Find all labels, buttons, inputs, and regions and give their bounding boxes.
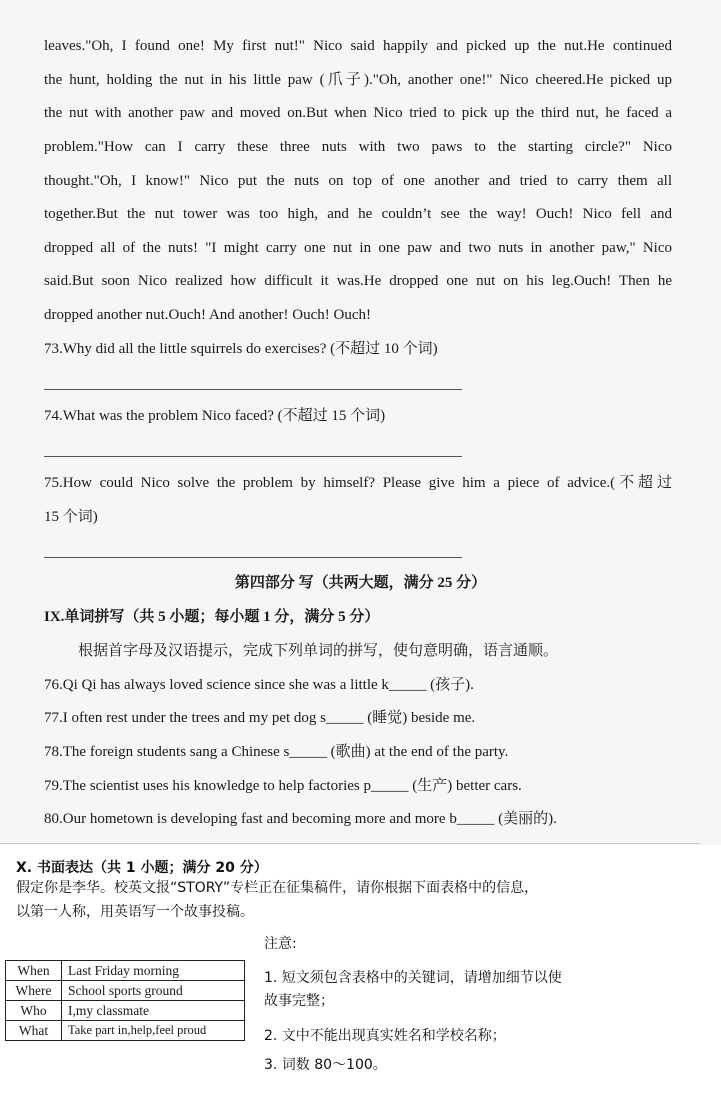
part4-title: 第四部分 写（共两大题，满分 25 分） — [234, 575, 487, 591]
story-line-1: leaves."Oh, I found one! My first nut!" Nico said happily and picked up the nut.He continued — [44, 38, 672, 54]
question-73: 73.Why did all the little squirrels do exercises? (不超过 10 个词) — [44, 341, 438, 357]
table-key-when: When — [6, 961, 62, 981]
table-value-where: School sports ground — [62, 981, 245, 1001]
story-line-2: the hunt, holding the nut in his little paw (爪子)."Oh, another one!" Nico cheered.He picked up — [44, 72, 672, 88]
section-x-prompt-line-2: 以第一人称，用英语写一个故事投稿。 — [16, 904, 254, 920]
story-line-8: said.But soon Nico realized how difficult it was.He dropped one nut on his leg.Ouch! Then he — [44, 273, 672, 289]
table-key-where: Where — [6, 981, 62, 1001]
story-info-table — [5, 960, 245, 1041]
spelling-item-78: 78.The foreign students sang a Chinese s_____ (歌曲) at the end of the party. — [44, 744, 509, 760]
story-line-9: dropped another nut.Ouch! And another! Ouch! Ouch! — [44, 307, 371, 323]
table-row — [6, 981, 245, 1001]
table-value-when: Last Friday morning — [62, 961, 245, 981]
table-key-what: What — [6, 1021, 62, 1041]
table-row — [6, 961, 245, 981]
question-75-line-1: 75.How could Nico solve the problem by himself? Please give him a piece of advice.(不超过 — [44, 475, 672, 491]
story-line-7: dropped all of the nuts! "I might carry one nut in one paw and two nuts in another paw," Nico — [44, 240, 672, 256]
question-74: 74.What was the problem Nico faced? (不超过 15 个词) — [44, 408, 386, 424]
answer-line-73[interactable] — [44, 389, 462, 390]
table-value-what: Take part in,help,feel proud — [62, 1021, 245, 1041]
table-value-who: I,my classmate — [62, 1001, 245, 1021]
spelling-item-79: 79.The scientist uses his knowledge to help factories p_____ (生产) better cars. — [44, 778, 522, 794]
table-row — [6, 1001, 245, 1021]
answer-line-74[interactable] — [44, 456, 462, 457]
table-key-who: Who — [6, 1001, 62, 1021]
story-line-5: thought."Oh, I know!" Nico put the nuts on top of one another and tried to carry them all — [44, 173, 672, 189]
page-divider — [0, 843, 700, 844]
note-1-line-2: 故事完整； — [264, 993, 334, 1009]
spelling-item-80: 80.Our hometown is developing fast and becoming more and more b_____ (美丽的). — [44, 811, 557, 827]
section-x-prompt-line-1: 假定你是李华。校英文报“STORY”专栏正在征集稿件，请你根据下面表格中的信息， — [16, 880, 539, 896]
story-line-3: the nut with another paw and moved on.But when Nico tried to pick up the third nut, he faced a — [44, 105, 672, 121]
notes-heading: 注意: — [264, 936, 297, 952]
table-row — [6, 1021, 245, 1041]
story-line-4: problem."How can I carry these three nuts with two paws to the starting circle?" Nico — [44, 139, 672, 155]
section-ix-title: IX.单词拼写（共 5 小题；每小题 1 分，满分 5 分） — [44, 609, 380, 625]
story-line-6: together.But the nut tower was too high, and he couldn’t see the way! Ouch! Nico fell and — [44, 206, 672, 222]
question-75-line-2: 15 个词) — [44, 509, 98, 525]
note-3: 3. 词数 80～100。 — [264, 1057, 387, 1073]
answer-line-75[interactable] — [44, 557, 462, 558]
section-x-title: X. 书面表达（共 1 小题；满分 20 分） — [16, 860, 268, 876]
note-1-line-1: 1. 短文须包含表格中的关键词，请增加细节以使 — [264, 970, 562, 986]
spelling-item-77: 77.I often rest under the trees and my pet dog s_____ (睡觉) beside me. — [44, 710, 476, 726]
spelling-item-76: 76.Qi Qi has always loved science since she was a little k_____ (孩子). — [44, 677, 474, 693]
note-2: 2. 文中不能出现真实姓名和学校名称； — [264, 1028, 506, 1044]
section-ix-instruction: 根据首字母及汉语提示，完成下列单词的拼写，使句意明确，语言通顺。 — [78, 643, 559, 659]
